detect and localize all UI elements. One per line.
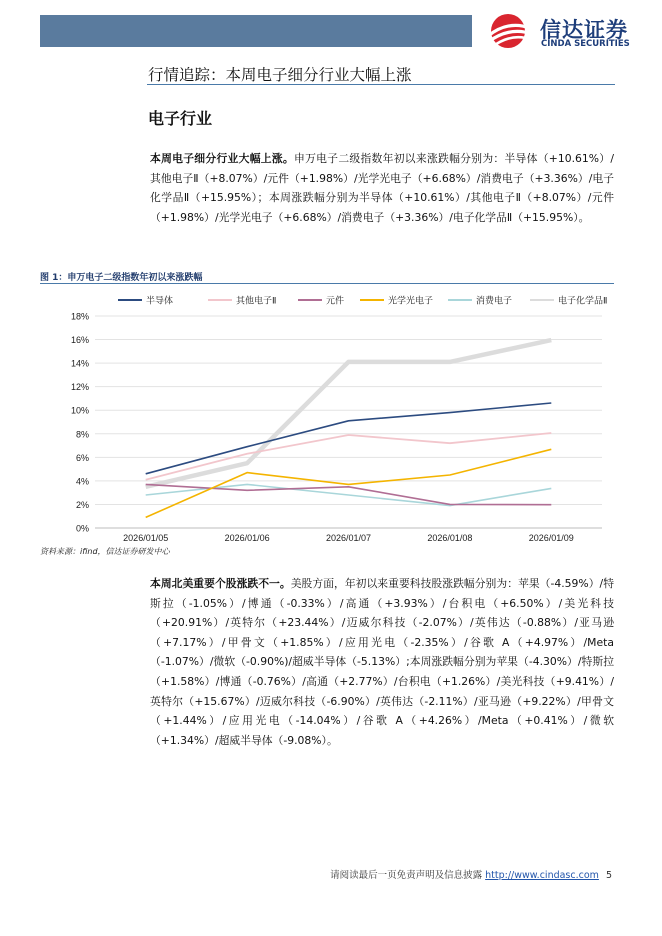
brand-name-cn: 信达证券 [540, 18, 628, 42]
figure-source: 资料来源：ifind，信达证券研发中心 [40, 547, 170, 556]
page-footer [330, 867, 612, 881]
paragraph-lead: 本周电子细分行业大幅上涨。 [150, 152, 295, 165]
legend-label: 光学光电子 [388, 296, 434, 307]
footer-disclaimer: 请阅读最后一页免责声明及信息披露 [330, 870, 483, 881]
y-tick-label: 10% [70, 405, 89, 416]
figure-title: 图 1：申万电子二级指数年初以来涨跌幅 [40, 273, 203, 283]
y-tick-label: 4% [75, 476, 89, 487]
legend-label: 电子化学品Ⅱ [558, 296, 608, 307]
x-tick-label: 2026/01/06 [224, 533, 270, 543]
y-tick-label: 18% [70, 311, 89, 322]
line-chart [40, 284, 614, 546]
page-number: 5 [605, 870, 612, 881]
paragraph-electronics-sector [150, 149, 614, 227]
y-tick-label: 14% [70, 358, 89, 369]
y-tick-label: 12% [70, 382, 89, 393]
legend-label: 半导体 [146, 296, 174, 307]
paragraph-us-stocks [150, 574, 614, 750]
x-tick-label: 2026/01/09 [528, 533, 574, 543]
header-bar [40, 15, 472, 47]
legend-label: 其他电子Ⅱ [236, 296, 277, 307]
series-line-3 [146, 449, 552, 517]
y-tick-label: 0% [75, 523, 89, 534]
legend-label: 消费电子 [476, 296, 513, 307]
page-title: 行情追踪：本周电子细分行业大幅上涨 [148, 66, 412, 84]
legend-label: 元件 [326, 296, 345, 307]
y-tick-label: 8% [75, 429, 89, 440]
y-tick-label: 2% [75, 499, 89, 510]
section-title: 电子行业 [148, 109, 213, 128]
cinda-logo-icon [484, 12, 534, 50]
paragraph-body: 申万电子二级指数年初以来涨跌幅分别为：半导体（+10.61%）/其他电子Ⅱ（+8.07%）/元件（+1.98%）/光学光电子（+6.68%）/消费电子（+3.36%）/电子化学品Ⅱ（+15.95%）；本周涨跌幅分别为半导体（+10.61%）/其他电子Ⅱ（+8.07%）/元件（+1.98%）/光学光电子（+6.68%）/消费电子（+3.36%）/电子化学品Ⅱ（+15.95%）。 [150, 152, 615, 224]
paragraph-body: 美股方面，年初以来重要科技股涨跌幅分别为：苹果（-4.59%）/特斯拉（-1.05%）/博通（-0.33%）/高通（+3.93%）/台积电（+6.50%）/美光科技（+20.91%）/英特尔（+23.44%）/迈威尔科技（-2.07%）/英伟达（-0.88%）/亚马逊（+7.17%）/甲骨文（+1.85%）/应用光电（-2.35%）/谷歌 A（+4.97%）/Meta（-1.07%）/微软（-0.90%)/超威半导体（-5.13%）;本周涨跌幅分别为苹果（-4.30%）/特斯拉（+1.58%）/博通（-0.76%）/高通（+2.77%）/台积电（+1.26%）/美光科技（+9.41%）/英特尔（+15.67%）/迈威尔科技（-6.90%）/英伟达（-2.11%）/亚马逊（+9.22%）/甲骨文（+1.44%）/应用光电（-14.04%）/谷歌 A（+4.26%）/Meta（+0.41%）/微软（+1.34%）/超威半导体（-9.08%）。 [150, 577, 614, 747]
header-divider [147, 84, 615, 85]
brand-logo [484, 12, 644, 52]
x-tick-label: 2026/01/07 [325, 533, 372, 543]
y-tick-label: 6% [75, 452, 89, 463]
brand-name-en: CINDA SECURITIES [541, 39, 630, 49]
paragraph-lead: 本周北美重要个股涨跌不一。 [150, 577, 291, 590]
y-tick-label: 16% [70, 335, 89, 346]
x-tick-label: 2026/01/05 [123, 533, 169, 543]
x-tick-label: 2026/01/08 [427, 533, 473, 543]
footer-link[interactable]: http://www.cindasc.com [485, 870, 599, 881]
